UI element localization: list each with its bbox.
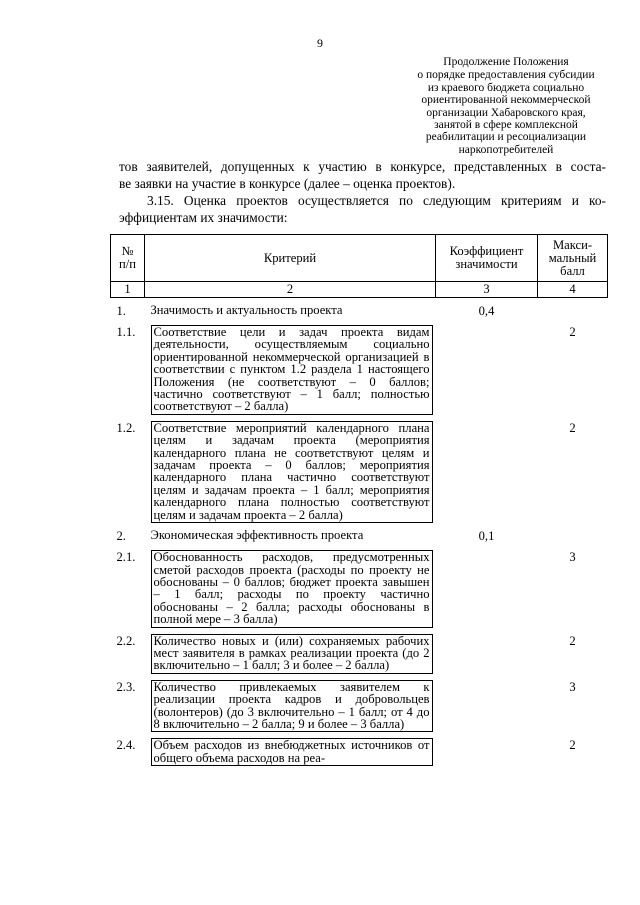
table-row xyxy=(111,634,608,674)
header-line: организации Хабаровского края, xyxy=(426,106,586,119)
row-criterion xyxy=(145,738,436,766)
row-max-score: 2 xyxy=(569,420,576,435)
header-coef-line: Коэффициент xyxy=(449,244,524,258)
row-number: 2.2. xyxy=(116,633,136,648)
table-row xyxy=(111,738,608,766)
row-criterion xyxy=(145,680,436,733)
header-max-score xyxy=(538,235,608,282)
document-header xyxy=(388,56,624,156)
header-line: занятой в сфере комплексной xyxy=(434,119,578,132)
header-line: из краевого бюджета социально xyxy=(427,81,585,94)
column-number: 2 xyxy=(145,282,436,298)
table-row xyxy=(111,304,608,319)
intro-paragraph-3-15 xyxy=(119,192,606,226)
header-line: о порядке предоставления субсидии xyxy=(417,69,595,82)
row-criterion xyxy=(145,634,436,674)
column-number: 4 xyxy=(538,282,608,298)
row-max-score: 3 xyxy=(569,550,576,565)
criterion-text-box: Соответствие цели и задач проекта видам деятельности, осуществляемым социально ориентированной некоммерческой организацией в соответствии с пунктом 1.2 раздела 1 настоящего Положения (не соответствуют – 0 баллов; частично соответствуют – 1 балл; полностью соответствуют – 2 балла) xyxy=(151,325,433,415)
criterion-text-box: Количество привлекаемых заявителем к реализации проекта кадров и добровольцев (волонтеров) (до 3 включительно – 1 балл; от 4 до 8 включительно – 2 балла; 9 и более – 3 балла) xyxy=(151,680,433,733)
table-row xyxy=(111,325,608,415)
header-max-line: мальный xyxy=(548,250,597,265)
header-criterion: Критерий xyxy=(145,235,436,282)
row-coefficient xyxy=(436,634,538,674)
row-max-score xyxy=(538,529,608,544)
header-coef-line: значимости xyxy=(455,257,518,271)
table-row xyxy=(111,680,608,733)
column-number: 3 xyxy=(436,282,538,298)
criterion-text-box: Объем расходов из внебюджетных источников от общего объема расходов на реа- xyxy=(151,738,433,766)
column-number: 1 xyxy=(111,282,145,298)
table-row xyxy=(111,421,608,523)
row-number: 2.4. xyxy=(116,738,136,753)
row-max-score: 2 xyxy=(569,633,576,648)
header-max-line: Макси- xyxy=(552,237,593,252)
row-number: 2. xyxy=(116,529,126,544)
row-coefficient xyxy=(436,421,538,523)
header-line: ориентированной некоммерческой xyxy=(421,94,591,107)
row-coefficient xyxy=(436,680,538,733)
table-row xyxy=(111,529,608,544)
row-number: 2.1. xyxy=(116,550,136,565)
criteria-table xyxy=(110,234,608,766)
header-num-line: п/п xyxy=(119,257,136,271)
text-line: тов заявителей, допущенных к участию в конкурсе, представленных в соста- xyxy=(119,159,606,174)
page-number: 9 xyxy=(317,36,323,50)
text-line: 3.15. Оценка проектов осуществляется по следующим критериям и ко- xyxy=(147,193,606,208)
table-row xyxy=(111,550,608,627)
row-max-score: 2 xyxy=(569,325,576,339)
text-line: ве заявки на участие в конкурсе (далее – оценка проектов). xyxy=(119,176,456,191)
header-num-line: № xyxy=(121,244,134,258)
row-number: 1.2. xyxy=(116,420,136,435)
header-line: наркопотребителей xyxy=(458,143,554,156)
column-number-row xyxy=(111,282,608,298)
header-line: реабилитации и ресоциализации xyxy=(425,131,587,144)
row-number: 2.3. xyxy=(116,679,136,694)
intro-paragraph-continued xyxy=(119,158,606,192)
text-line: эффициентам их значимости: xyxy=(119,210,288,225)
criterion-text-box: Обоснованность расходов, предусмотренных сметой расходов проекта (расходы по проекту не обоснованы – 0 баллов; бюджет проекта завышен – 1 балл; расходы по проекту частично обоснованы – 2 балла; расходы обоснованы в полной мере – 3 балла) xyxy=(151,550,433,627)
row-criterion xyxy=(145,550,436,627)
row-criterion: Экономическая эффективность проекта xyxy=(150,528,364,543)
header-title: Продолжение Положения xyxy=(443,56,569,68)
criteria-rows xyxy=(111,298,608,767)
row-number: 1.1. xyxy=(116,325,136,339)
criterion-text-box: Количество новых и (или) сохраняемых рабочих мест заявителя в рамках реализации проекта (до 2 включительно – 1 балл; 3 и более – 2 балла) xyxy=(151,634,433,674)
criterion-text-box: Соответствие мероприятий календарного плана целям и задачам проекта (мероприятия календарного плана не соответствуют целям и задачам проекта – 0 баллов; мероприятия календарного плана частично соответствуют целям и задачам проекта – 1 балл; мероприятия календарного плана полностью соответствуют целям и задачам проекта – 2 балла) xyxy=(151,421,433,523)
intro-text xyxy=(119,158,606,226)
row-max-score: 2 xyxy=(569,738,576,753)
header-num xyxy=(111,235,145,282)
row-max-score xyxy=(538,304,608,319)
row-coefficient xyxy=(436,550,538,627)
row-max-score: 3 xyxy=(569,679,576,694)
row-criterion xyxy=(145,325,436,415)
header-coef xyxy=(436,235,538,282)
header-max-line: балл xyxy=(560,263,585,278)
row-number: 1. xyxy=(116,304,126,318)
row-coefficient xyxy=(436,325,538,415)
row-coefficient: 0,4 xyxy=(478,304,495,318)
row-criterion: Значимость и актуальность проекта xyxy=(150,303,343,317)
row-coefficient: 0,1 xyxy=(478,529,495,544)
row-coefficient xyxy=(436,738,538,766)
table-header-row xyxy=(111,235,608,282)
row-criterion xyxy=(145,421,436,523)
